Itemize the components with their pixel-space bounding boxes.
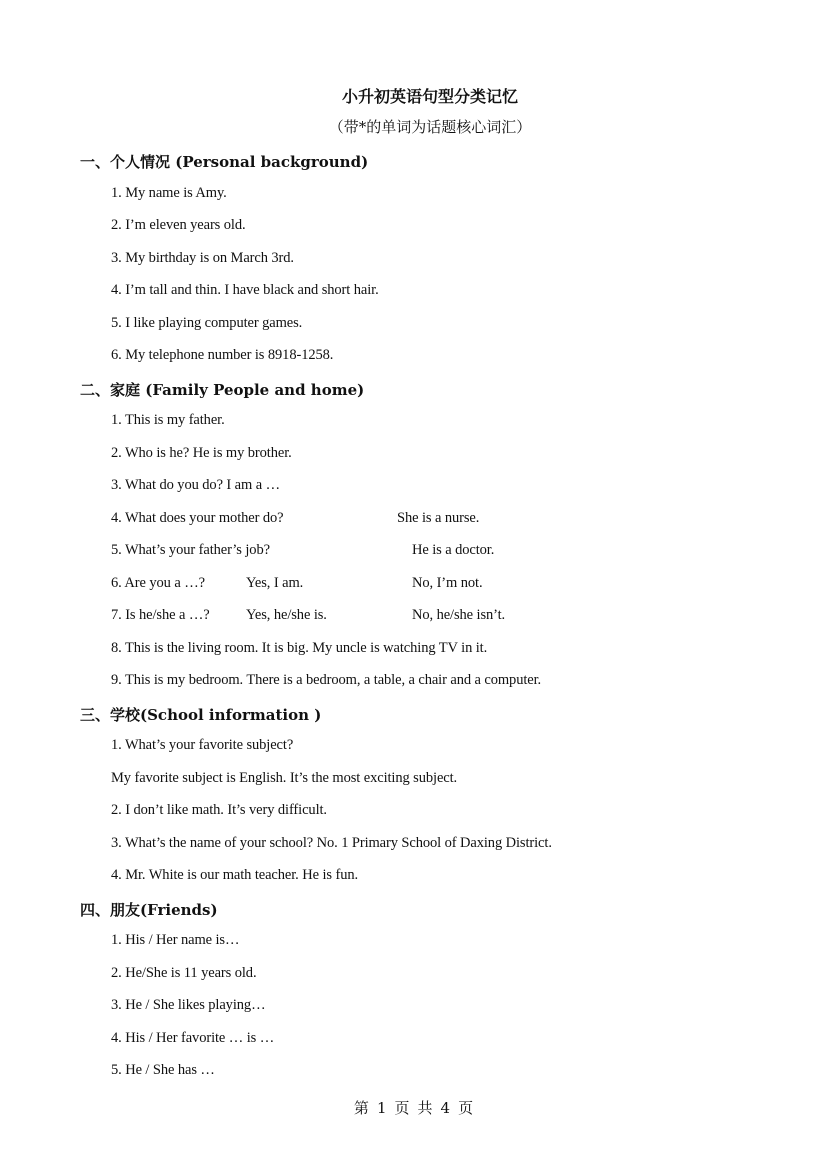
sentence-line: 5. I like playing computer games. [111,315,303,331]
sentence-line: 4. His / Her favorite … is … [111,1030,275,1046]
qa-answer-no: No, he/she isn’t. [412,607,506,623]
qa-question: 6. Are you a …? [111,575,205,591]
footer-page-word: 页 [394,1099,410,1117]
sentence-line: 3. My birthday is on March 3rd. [111,250,294,266]
qa-answer-yes: Yes, he/she is. [246,607,327,623]
sentence-line: 1. This is my father. [111,412,225,428]
document-title: 小升初英语句型分类记忆 [341,87,518,106]
section-heading-family: 二、家庭 (Family People and home) [80,381,365,399]
sentence-line: 8. This is the living room. It is big. My uncle is watching TV in it. [111,640,488,656]
sentence-line: 5. He / She has … [111,1062,215,1078]
sentence-line: 6. My telephone number is 8918-1258. [111,347,334,363]
sentence-line: 1. My name is Amy. [111,185,227,201]
total-page-count: 4 [440,1099,451,1117]
footer-total-word: 共 [417,1099,433,1117]
qa-question: 5. What’s your father’s job? [111,542,270,558]
section-heading-friends: 四、朋友(Friends) [80,901,218,919]
qa-question: 7. Is he/she a …? [111,607,210,623]
sentence-line: 4. I’m tall and thin. I have black and short hair. [111,282,379,298]
footer-prefix: 第 [353,1099,369,1117]
qa-answer-yes: Yes, I am. [246,575,304,591]
section-heading-personal: 一、个人情况 (Personal background) [80,153,369,171]
sentence-line: 2. I don’t like math. It’s very difficult. [111,802,327,818]
sentence-line: 4. Mr. White is our math teacher. He is fun. [111,867,359,883]
section-heading-school: 三、学校(School information ) [80,706,322,724]
sentence-line: My favorite subject is English. It’s the most exciting subject. [111,770,458,786]
sentence-line: 2. I’m eleven years old. [111,217,246,233]
sentence-line: 9. This is my bedroom. There is a bedroom, a table, a chair and a computer. [111,672,542,688]
footer-suffix: 页 [458,1099,474,1117]
sentence-line: 3. What’s the name of your school? No. 1 Primary School of Daxing District. [111,835,552,851]
sentence-line: 2. Who is he? He is my brother. [111,445,292,461]
sentence-line: 1. What’s your favorite subject? [111,737,294,753]
page-footer [0,1097,827,1118]
document-subtitle: （带*的单词为话题核心词汇） [328,118,532,136]
sentence-line: 3. What do you do? I am a … [111,477,280,493]
qa-question: 4. What does your mother do? [111,510,284,526]
sentence-line: 1. His / Her name is… [111,932,240,948]
sentence-line: 2. He/She is 11 years old. [111,965,257,981]
qa-answer-no: No, I’m not. [412,575,483,591]
current-page-number: 1 [376,1099,387,1117]
sentence-line: 3. He / She likes playing… [111,997,266,1013]
qa-answer: He is a doctor. [412,542,495,558]
qa-answer: She is a nurse. [397,510,480,526]
